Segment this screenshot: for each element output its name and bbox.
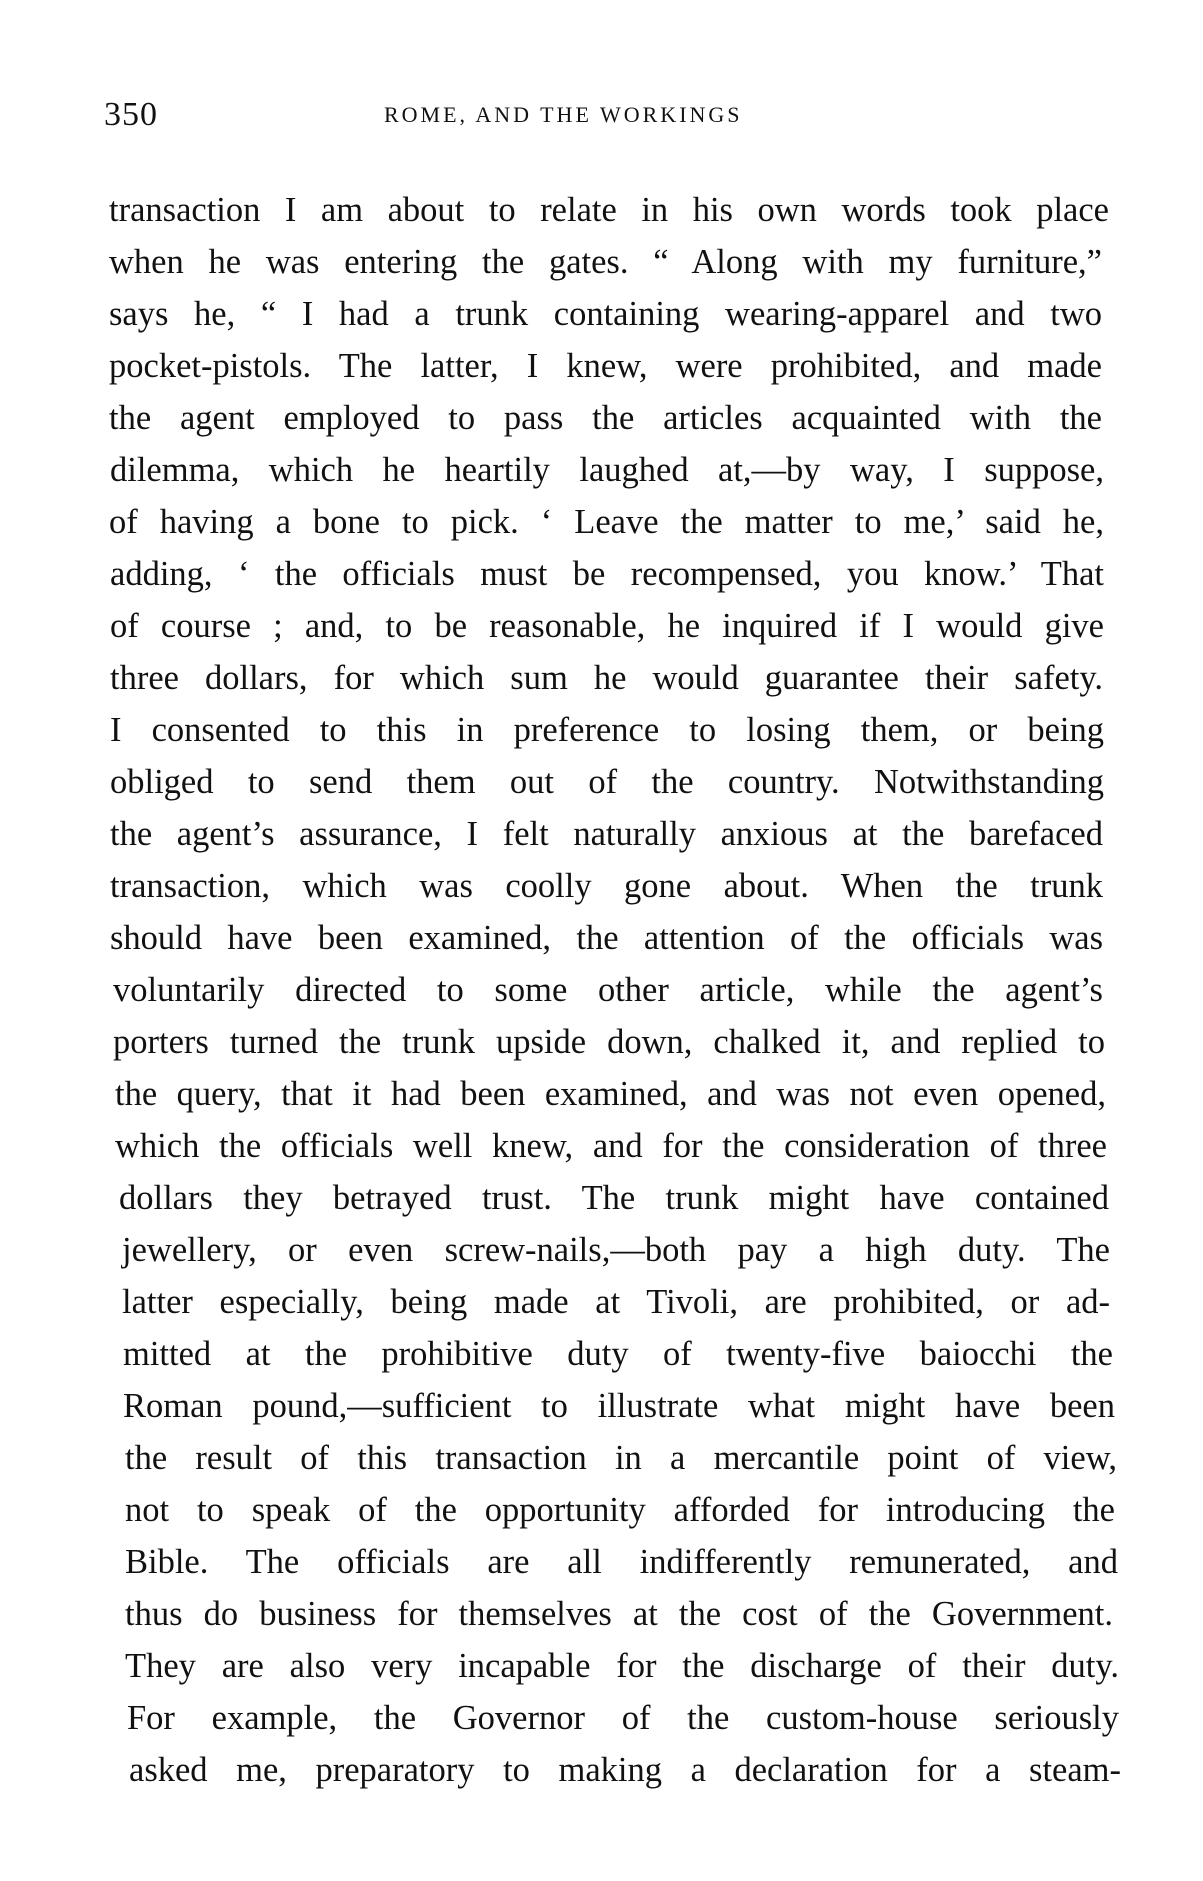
text-line: Bible. The officials are all indifferently remunerated, and bbox=[125, 1543, 1118, 1581]
text-line: should have been examined, the attention of the officials was bbox=[110, 919, 1103, 957]
text-line: the agent employed to pass the articles acquainted with the bbox=[109, 399, 1102, 437]
text-line: mitted at the prohibitive duty of twenty-five baiocchi the bbox=[123, 1335, 1113, 1373]
text-line: dilemma, which he heartily laughed at,—by way, I suppose, bbox=[110, 451, 1104, 489]
text-line: thus do business for themselves at the cost of the Government. bbox=[125, 1595, 1113, 1633]
text-line: transaction I am about to relate in his own words took place bbox=[109, 191, 1109, 229]
text-line: pocket-pistols. The latter, I knew, were prohibited, and made bbox=[109, 347, 1102, 385]
text-line: They are also very incapable for the discharge of their duty. bbox=[125, 1647, 1119, 1685]
text-line: porters turned the trunk upside down, chalked it, and replied to bbox=[113, 1023, 1105, 1061]
page-number: 350 bbox=[104, 96, 158, 133]
text-line: voluntarily directed to some other article, while the agent’s bbox=[113, 971, 1103, 1009]
text-line: when he was entering the gates. “ Along with my furniture,” bbox=[109, 243, 1102, 281]
text-line: obliged to send them out of the country. Notwithstanding bbox=[110, 763, 1104, 801]
text-line: three dollars, for which sum he would guarantee their safety. bbox=[110, 659, 1103, 697]
text-line: latter especially, being made at Tivoli, are prohibited, or ad- bbox=[122, 1283, 1110, 1321]
text-line: says he, “ I had a trunk containing wearing-apparel and two bbox=[109, 295, 1102, 333]
text-line: dollars they betrayed trust. The trunk might have contained bbox=[119, 1179, 1109, 1217]
text-line: which the officials well knew, and for the consideration of three bbox=[115, 1127, 1107, 1165]
text-line: Roman pound,—sufficient to illustrate what might have been bbox=[123, 1387, 1115, 1425]
text-line: the result of this transaction in a mercantile point of view, bbox=[125, 1439, 1117, 1477]
text-line: For example, the Governor of the custom-house seriously bbox=[127, 1699, 1119, 1737]
running-head: ROME, AND THE WORKINGS bbox=[384, 102, 743, 127]
text-line: of course ; and, to be reasonable, he inquired if I would give bbox=[110, 607, 1104, 645]
text-line: adding, ‘ the officials must be recompensed, you know.’ That bbox=[110, 555, 1104, 593]
text-line: I consented to this in preference to losing them, or being bbox=[110, 711, 1104, 749]
text-line: the query, that it had been examined, and was not even opened, bbox=[115, 1075, 1106, 1113]
text-line: transaction, which was coolly gone about. When the trunk bbox=[110, 867, 1103, 905]
text-line: asked me, preparatory to making a declaration for a steam- bbox=[129, 1751, 1121, 1789]
text-line: not to speak of the opportunity afforded for introducing the bbox=[125, 1491, 1115, 1529]
text-line: jewellery, or even screw-nails,—both pay a high duty. The bbox=[122, 1231, 1110, 1269]
page-header bbox=[104, 96, 1104, 136]
text-line: the agent’s assurance, I felt naturally anxious at the barefaced bbox=[110, 815, 1103, 853]
text-line: of having a bone to pick. ‘ Leave the matter to me,’ said he, bbox=[109, 503, 1104, 541]
